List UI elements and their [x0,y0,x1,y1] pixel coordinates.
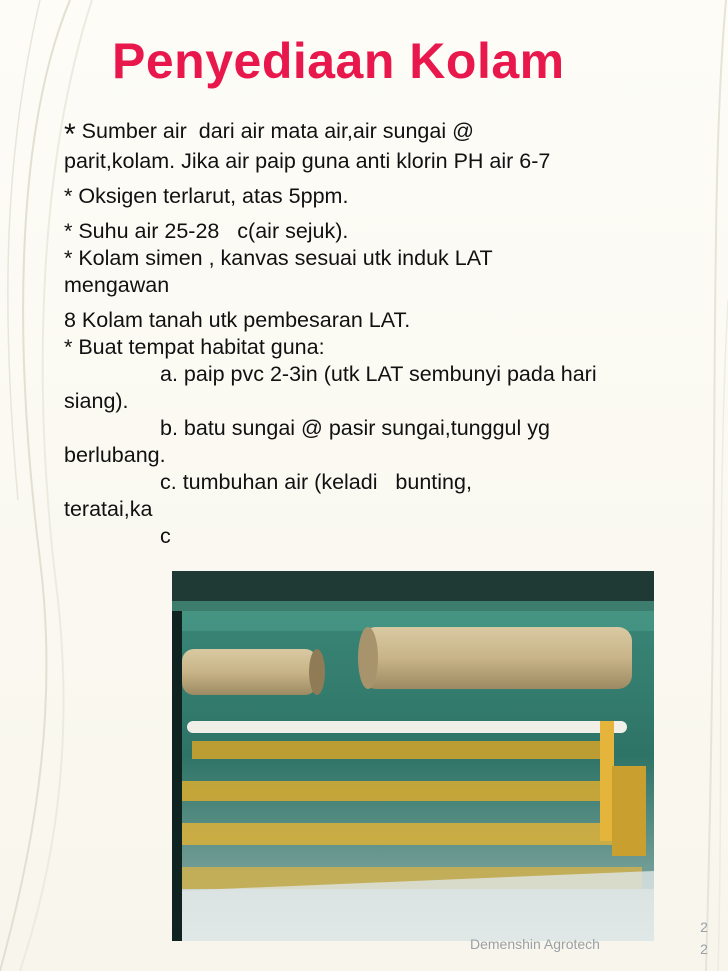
line-13: c. tumbuhan air (keladi bunting, [160,470,472,494]
line-4: * Suhu air 25-28 c(air sejuk). [64,219,349,243]
line-2: parit,kolam. Jika air paip guna anti klorin PH air 6-7 [64,149,551,173]
line-5: * Kolam simen , kanvas sesuai utk induk LAT [64,246,493,270]
page-number: 2 2 [700,919,708,957]
slide-body [64,118,724,550]
line-12: berlubang. [64,443,166,467]
pond-photo [172,571,654,941]
line-6: mengawan [64,273,170,297]
line-8: * Buat tempat habitat guna: [64,335,325,359]
pond-photo-icon [172,571,654,941]
line-9: a. paip pvc 2-3in (utk LAT sembunyi pada hari [160,362,597,386]
line-3: * Oksigen terlarut, atas 5ppm. [64,184,349,208]
line-15: c [160,524,171,548]
line-14: teratai,ka [64,497,153,521]
line-1: * Sumber air dari air mata air,air sungai @ [64,118,474,151]
line-7: 8 Kolam tanah utk pembesaran LAT. [64,308,411,332]
line-11: b. batu sungai @ pasir sungai,tunggul yg [160,416,550,440]
line-10: siang). [64,389,129,413]
slide-title: Penyediaan Kolam [112,33,565,89]
footer-text: Demenshin Agrotech [470,936,600,952]
